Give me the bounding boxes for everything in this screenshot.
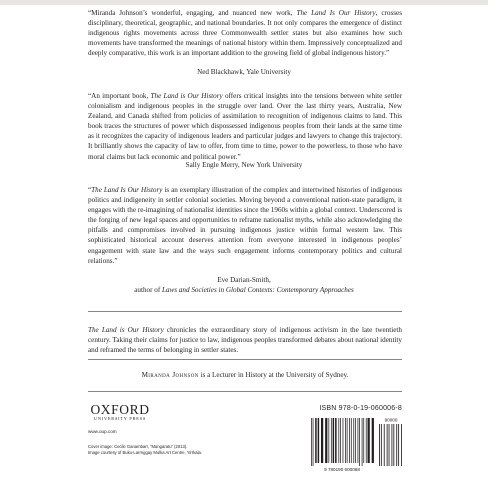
credit-line: Image courtesy of Buku-Larrnggay Mulka Art Centre, Yirrkala. <box>88 449 203 455</box>
attribution-book-title: Laws and Societies in Global Contexts: Contemporary Approaches <box>161 286 354 295</box>
barcode-bar <box>345 418 346 463</box>
barcode-bars <box>311 418 374 466</box>
barcode-bar <box>338 418 339 463</box>
blurb-text: offers critical insights into the tensions between white settler colonialism and indigenous peoples in the struggle over land. Over the last thirty years, Australia, New Zealand, and Canada shifted from policies of assimilation to recognition of indigenous claims to land. This book traces the structures of power which dispossessed indigenous peoples from their lands at the same time as it recognizes the capacity of indigenous leaders and particular judges and lawyers to change this trajectory. It brilliantly shows the capacity of law to offer, from time to time, power to the powerless, to those who have moral claims but lack economic and political power.” <box>88 92 402 161</box>
blurb-text: is an exemplary illustration of the complex and intertwined histories of indigenous politics and indigeneity in settler colonial societies. Moving beyond a conventional nation-state paradigm, it engages with the re-imagining of nationalist identities since the 1960s within a global context. Underscored is the forging of new legal spaces and opportunities to reframe nationalist myths, while also acknowledging the pitfalls and compromises involved in pursuing indigenous justice within formal western law. This sophisticated historical account deserves attention from everyone interested in indigenous peoples’ engagement with state law and the ways such engagement informs contemporary politics and cultural relations.” <box>88 186 402 265</box>
barcode-bar <box>363 418 364 463</box>
barcode-bar <box>311 418 312 466</box>
cover-credits <box>88 444 258 455</box>
barcode-bar <box>331 418 332 463</box>
attribution-line: Ned Blackhawk, Yale University <box>197 68 291 76</box>
barcode-bar <box>333 418 335 463</box>
barcode-bar <box>351 418 352 463</box>
divider-bottom <box>88 391 402 392</box>
attribution-line: Sally Engle Merry, New York University <box>185 161 303 169</box>
blurb-text: “ <box>88 186 92 194</box>
barcode-bar <box>362 418 363 466</box>
attribution-prefix: author of <box>134 286 162 295</box>
summary-text: chronicles the extraordinary story of indigenous activism in the late twentieth century. Taking their claims for justice to law, indigenous peoples transformed debates about national identity and reframed the terms of belonging in settler states. <box>88 326 402 355</box>
blurb-1 <box>88 8 402 58</box>
barcode-bar <box>359 418 360 466</box>
attribution-line: Eve Darian-Smith, <box>217 276 271 284</box>
barcode-bar <box>343 418 344 463</box>
barcode-bar <box>391 424 392 466</box>
barcode-bar <box>340 418 341 463</box>
barcode-bar <box>328 418 329 463</box>
barcode-addon-number: 90000 <box>384 417 398 423</box>
author-note <box>88 370 402 380</box>
summary-title: The Land is Our History <box>88 326 164 334</box>
blurb-3 <box>88 185 402 266</box>
blurb-book-title: The Land Is Our History <box>91 186 163 194</box>
barcode-bar <box>355 418 356 463</box>
blurb-text: “An important book, <box>88 92 151 100</box>
blurb-2 <box>88 91 402 162</box>
isbn-label: ISBN 978-0-19-060006-8 <box>319 405 402 412</box>
barcode-bar <box>387 424 388 466</box>
publisher-logo-subtitle: UNIVERSITY PRESS <box>93 416 147 421</box>
barcode-bar <box>347 418 348 463</box>
barcode-bar <box>379 424 380 466</box>
barcode-bar <box>372 418 374 463</box>
publisher-logo <box>88 403 152 422</box>
blurb-2-attribution <box>0 160 488 170</box>
barcode-bar <box>318 418 320 463</box>
barcode-bar <box>325 418 327 463</box>
blurb-1-attribution <box>0 67 488 77</box>
barcode-bar <box>358 418 359 463</box>
barcode-bar <box>315 418 317 463</box>
barcode-bar <box>321 418 323 463</box>
barcode-bar <box>389 424 390 466</box>
publisher-logo-word: OXFORD <box>90 402 150 417</box>
barcode-graphic <box>305 416 405 472</box>
barcode-bar <box>396 424 397 466</box>
barcode-bar <box>401 424 402 466</box>
credit-line: Cover image: Cecile Ganambarr, “Mangaratu” (2013). <box>88 444 188 449</box>
barcode-bar <box>313 418 314 466</box>
barcode-bar <box>393 424 394 466</box>
barcode <box>305 416 405 472</box>
barcode-bar <box>353 418 354 463</box>
publisher-website[interactable]: www.oup.com <box>88 429 117 434</box>
author-name: Miranda Johnson <box>141 371 199 379</box>
barcode-bar <box>335 418 337 463</box>
barcode-bar <box>384 424 385 466</box>
blurb-text: “Miranda Johnson’s wonderful, engaging, and nuanced new work, <box>88 9 297 17</box>
blurb-book-title: The Land is Our History <box>150 92 223 100</box>
blurb-text: , crosses disciplinary, theoretical, geographic, and national boundaries. It not only compares the emergence of distinct indigenous rights movements across three Commonwealth settler states but also examines how such movements have transformed the meanings of national history within them. Impressively conceptualized and deeply comparative, this work is an important addition to the growing field of global indigenous history.” <box>88 9 402 58</box>
barcode-bar <box>398 424 399 466</box>
author-bio: is a Lecturer in History at the University of Sydney. <box>198 371 349 379</box>
attribution-subline <box>0 285 488 295</box>
book-summary <box>88 325 402 355</box>
barcode-number: 9 780190 600068 <box>324 467 360 472</box>
blurb-3-attribution <box>0 275 488 295</box>
cover-edge <box>0 0 488 5</box>
barcode-bar <box>366 418 367 463</box>
barcode-bar <box>381 424 382 466</box>
blurb-book-title: The Land Is Our History <box>296 9 376 17</box>
divider-middle <box>88 359 402 360</box>
divider-top <box>88 311 402 312</box>
barcode-bar <box>349 418 350 463</box>
barcode-bar <box>368 418 370 463</box>
barcode-addon-bars <box>379 424 402 466</box>
